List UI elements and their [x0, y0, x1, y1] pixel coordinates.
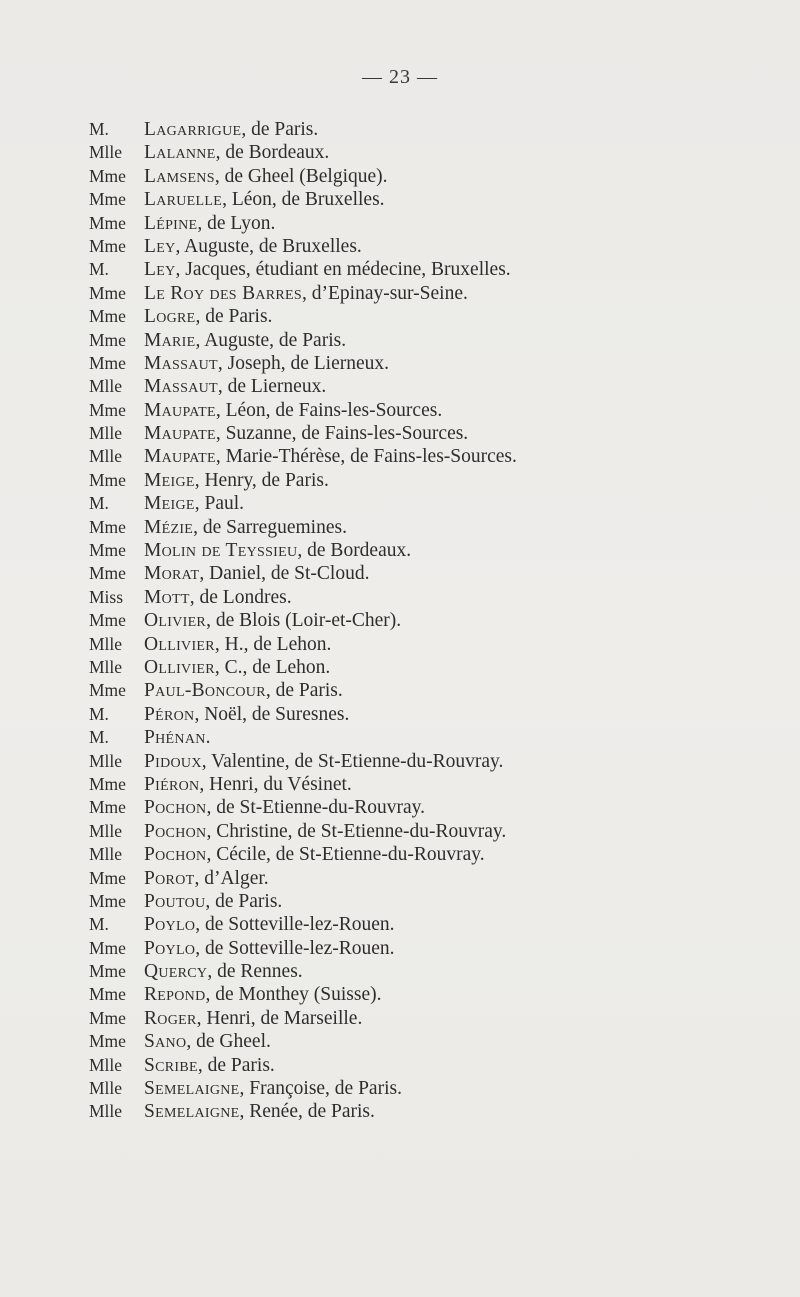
list-item	[89, 165, 769, 188]
entry-surname: Meige	[144, 469, 195, 491]
entry-title: Mme	[89, 797, 126, 818]
entry-title: Mme	[89, 610, 126, 631]
entry-surname: Olivier	[144, 610, 207, 632]
list-item	[89, 422, 769, 445]
entry-surname: Poutou	[144, 890, 206, 912]
list-item	[89, 656, 769, 679]
entry-surname: Lépine	[144, 212, 198, 234]
entry-details: , Henry, de Paris.	[194, 469, 329, 491]
entry-title: Mlle	[89, 423, 123, 444]
entry-details: , de Paris.	[205, 890, 283, 912]
list-item	[89, 469, 769, 492]
list-item	[89, 141, 769, 164]
entry-title: Mlle	[89, 1054, 123, 1075]
list-item	[89, 539, 769, 562]
entry-surname: Massaut	[144, 376, 218, 398]
entry-title: Mme	[89, 329, 126, 350]
entry-title: Mme	[89, 773, 126, 794]
list-item	[89, 796, 769, 819]
list-item	[89, 1007, 769, 1030]
list-item	[89, 375, 769, 398]
entry-details: , Jacques, étudiant en médecine, Bruxelles.	[175, 259, 511, 281]
list-item	[89, 305, 769, 328]
entry-title: Mme	[89, 984, 126, 1005]
list-item	[89, 492, 769, 515]
entry-title: Mlle	[89, 820, 123, 841]
entry-details: , Auguste, de Paris.	[195, 329, 347, 351]
entry-surname: Ley	[144, 259, 176, 281]
list-item	[89, 118, 769, 141]
entry-title: M.	[89, 493, 109, 514]
list-item	[89, 282, 769, 305]
entry-details: , de Gheel (Belgique).	[214, 165, 388, 187]
entry-title: Miss	[89, 586, 124, 607]
entry-title: Mme	[89, 165, 126, 186]
entry-surname: Paul-Boncour	[144, 680, 266, 702]
entry-details: , de Rennes.	[207, 961, 303, 983]
entry-title: Mme	[89, 469, 126, 490]
entry-details: , de Paris.	[197, 1054, 275, 1076]
entry-surname: Pochon	[144, 820, 207, 842]
entry-details: , de Lyon.	[197, 212, 276, 234]
entry-details: , Valentine, de St-Etienne-du-Rouvray.	[201, 750, 504, 772]
entry-surname: Ollivier	[144, 633, 215, 655]
entry-details: , de Paris.	[265, 680, 343, 702]
list-item	[89, 586, 769, 609]
entry-surname: Maupate	[144, 423, 216, 445]
list-item	[89, 212, 769, 235]
member-list	[89, 118, 769, 1124]
entry-details: , de Lierneux.	[217, 376, 327, 398]
entry-title: Mlle	[89, 633, 123, 654]
list-item	[89, 983, 769, 1006]
entry-surname: Massaut	[144, 352, 218, 374]
entry-title: Mme	[89, 563, 126, 584]
list-item	[89, 352, 769, 375]
entry-surname: Pochon	[144, 844, 207, 866]
list-item	[89, 820, 769, 843]
entry-surname: Scribe	[144, 1054, 198, 1076]
entry-details: , d’Epinay-sur-Seine.	[302, 282, 468, 304]
entry-title: Mme	[89, 306, 126, 327]
entry-details: , de Paris.	[195, 306, 273, 328]
entry-title: Mme	[89, 235, 126, 256]
entry-details: , C., de Lehon.	[214, 656, 331, 678]
entry-title: Mme	[89, 1007, 126, 1028]
entry-title: Mme	[89, 282, 126, 303]
entry-surname: Poylo	[144, 914, 196, 936]
list-item	[89, 726, 769, 749]
entry-surname: Roger	[144, 1007, 197, 1029]
list-item	[89, 867, 769, 890]
list-item	[89, 1100, 769, 1123]
entry-surname: Semelaigne	[144, 1101, 240, 1123]
entry-surname: Laruelle	[144, 189, 223, 211]
entry-title: M.	[89, 727, 109, 748]
list-item	[89, 445, 769, 468]
entry-surname: Marie	[144, 329, 196, 351]
list-item	[89, 188, 769, 211]
entry-details: , de Sarreguemines.	[193, 516, 347, 538]
entry-surname: Molin de Teyssieu	[144, 540, 298, 562]
entry-title: M.	[89, 703, 109, 724]
entry-surname: Piéron	[144, 773, 200, 795]
entry-surname: Poylo	[144, 937, 196, 959]
entry-surname: Pochon	[144, 797, 207, 819]
entry-title: Mme	[89, 961, 126, 982]
entry-surname: Repond	[144, 984, 206, 1006]
list-item	[89, 937, 769, 960]
entry-details: , de Sotteville-lez-Rouen.	[195, 914, 395, 936]
entry-surname: Mott	[144, 586, 190, 608]
list-item	[89, 235, 769, 258]
entry-details: , H., de Lehon.	[214, 633, 332, 655]
entry-details: , Henri, de Marseille.	[196, 1007, 363, 1029]
entry-details: , de Monthey (Suisse).	[205, 984, 382, 1006]
entry-title: Mme	[89, 516, 126, 537]
entry-title: Mme	[89, 399, 126, 420]
entry-details: , Daniel, de St-Cloud.	[199, 563, 370, 585]
entry-surname: Lamsens	[144, 165, 215, 187]
entry-surname: Phénan	[144, 727, 206, 749]
entry-surname: Ley	[144, 235, 176, 257]
entry-surname: Mézie	[144, 516, 194, 538]
entry-details: , Christine, de St-Etienne-du-Rouvray.	[206, 820, 507, 842]
entry-surname: Semelaigne	[144, 1078, 240, 1100]
entry-details: , de Bordeaux.	[297, 540, 412, 562]
entry-surname: Maupate	[144, 399, 216, 421]
list-item	[89, 562, 769, 585]
list-item	[89, 258, 769, 281]
list-item	[89, 1054, 769, 1077]
entry-surname: Sano	[144, 1031, 187, 1053]
list-item	[89, 960, 769, 983]
page-number: — 23 —	[362, 66, 438, 88]
entry-details: , de Sotteville-lez-Rouen.	[195, 937, 395, 959]
entry-title: Mme	[89, 680, 126, 701]
entry-surname: Péron	[144, 703, 195, 725]
entry-surname: Lagarrigue	[144, 119, 242, 140]
entry-surname: Meige	[144, 493, 195, 515]
entry-details: , Renée, de Paris.	[239, 1101, 375, 1123]
entry-surname: Morat	[144, 563, 200, 585]
entry-details: , Joseph, de Lierneux.	[217, 352, 390, 374]
entry-title: Mme	[89, 867, 126, 888]
entry-details: , de St-Etienne-du-Rouvray.	[206, 797, 426, 819]
list-item	[89, 773, 769, 796]
entry-title: Mme	[89, 890, 126, 911]
entry-details: , de Gheel.	[186, 1031, 271, 1053]
entry-surname: Maupate	[144, 446, 216, 468]
entry-title: Mlle	[89, 656, 123, 677]
entry-title: Mlle	[89, 446, 123, 467]
entry-title: Mlle	[89, 1101, 123, 1122]
entry-surname: Le Roy des Barres	[144, 282, 302, 304]
entry-title: Mlle	[89, 1078, 123, 1099]
entry-title: M.	[89, 119, 109, 139]
entry-title: Mme	[89, 937, 126, 958]
entry-title: Mlle	[89, 844, 123, 865]
entry-title: Mme	[89, 189, 126, 210]
entry-details: , Henri, du Vésinet.	[199, 773, 352, 795]
entry-details: , Noël, de Suresnes.	[194, 703, 350, 725]
list-item	[89, 843, 769, 866]
entry-title: M.	[89, 259, 109, 280]
entry-details: , de Paris.	[241, 119, 319, 140]
entry-details: .	[205, 727, 211, 749]
entry-title: Mlle	[89, 376, 123, 397]
entry-surname: Pidoux	[144, 750, 202, 772]
list-item	[89, 750, 769, 773]
list-item	[89, 633, 769, 656]
entry-title: M.	[89, 914, 109, 935]
entry-surname: Ollivier	[144, 656, 215, 678]
list-item	[89, 703, 769, 726]
entry-details: , Léon, de Fains-les-Sources.	[215, 399, 443, 421]
entry-surname: Lalanne	[144, 142, 216, 164]
entry-title: Mme	[89, 540, 126, 561]
entry-details: , de Bordeaux.	[215, 142, 330, 164]
list-item	[89, 1030, 769, 1053]
list-item	[89, 399, 769, 422]
list-item	[89, 329, 769, 352]
entry-title: Mme	[89, 212, 126, 233]
entry-title: Mme	[89, 1031, 126, 1052]
list-item	[89, 1077, 769, 1100]
entry-surname: Porot	[144, 867, 195, 889]
entry-details: , Léon, de Bruxelles.	[222, 189, 385, 211]
entry-details: , Paul.	[194, 493, 245, 515]
entry-details: , d’Alger.	[194, 867, 269, 889]
list-item	[89, 609, 769, 632]
entry-surname: Quercy	[144, 961, 208, 983]
entry-title: Mlle	[89, 750, 123, 771]
list-item	[89, 890, 769, 913]
entry-surname: Logre	[144, 306, 196, 328]
entry-details: , Auguste, de Bruxelles.	[175, 235, 362, 257]
entry-details: , Françoise, de Paris.	[239, 1078, 402, 1100]
entry-details: , de Blois (Loir-et-Cher).	[206, 610, 402, 632]
entry-details: , de Londres.	[189, 586, 292, 608]
list-item	[89, 679, 769, 702]
entry-details: , Cécile, de St-Etienne-du-Rouvray.	[206, 844, 485, 866]
list-item	[89, 913, 769, 936]
list-item	[89, 516, 769, 539]
entry-title: Mme	[89, 352, 126, 373]
entry-details: , Marie-Thérèse, de Fains-les-Sources.	[215, 446, 517, 468]
entry-title: Mlle	[89, 142, 123, 163]
entry-details: , Suzanne, de Fains-les-Sources.	[215, 423, 469, 445]
